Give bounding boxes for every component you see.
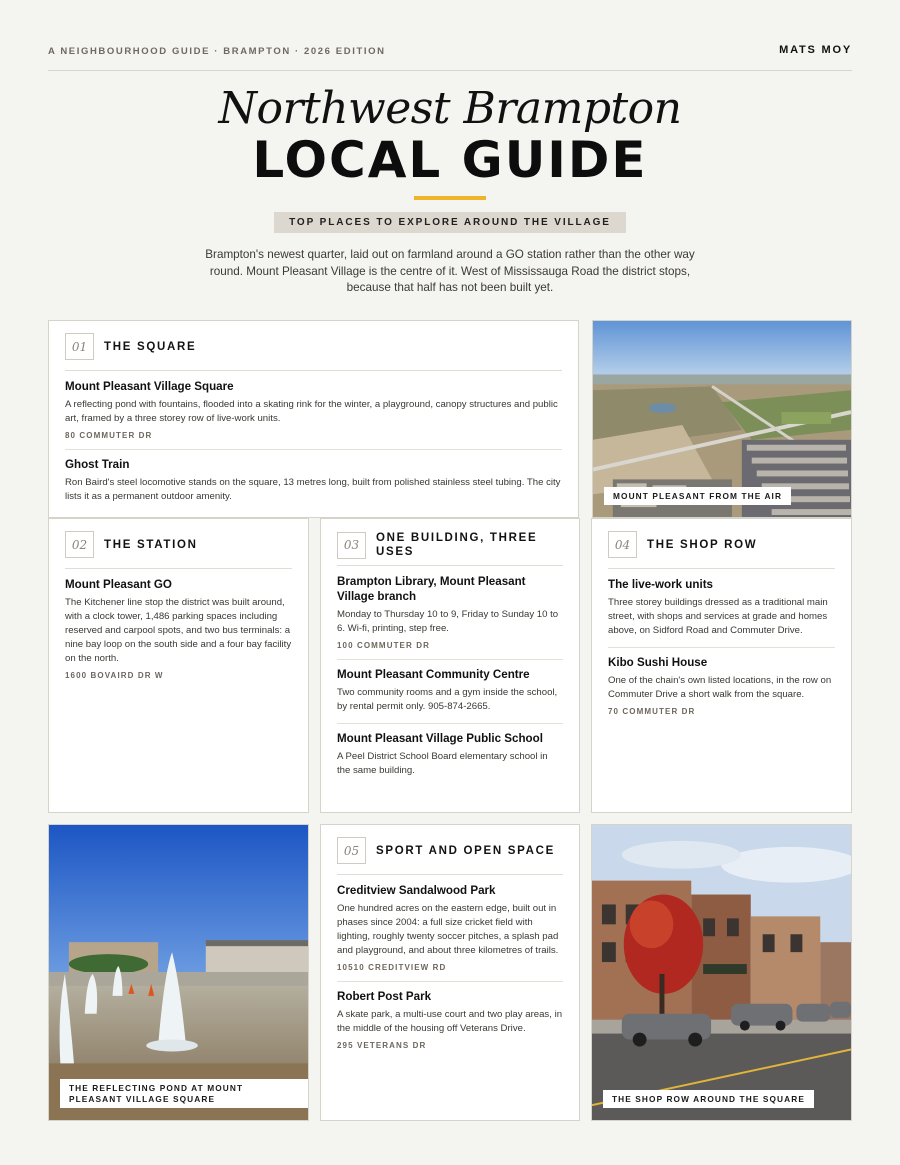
section-header <box>65 333 562 371</box>
photo-caption: THE SHOP ROW AROUND THE SQUARE <box>603 1090 814 1109</box>
entry-name: Creditview Sandalwood Park <box>337 884 496 897</box>
main-title: LOCAL GUIDE <box>252 131 648 189</box>
shops-image <box>592 825 851 1120</box>
section-shoprow <box>591 518 852 813</box>
section-number: 02 <box>65 531 94 558</box>
section-building <box>320 518 580 813</box>
accent-rule <box>414 196 486 200</box>
section-square <box>48 320 579 518</box>
entry-description: Ron Baird's steel locomotive stands on the square, 13 metres long, built from polished stainless steel tubing. The city lists it as a permanent outdoor amenity. <box>65 477 561 502</box>
entry-address: 70 COMMUTER DR <box>608 707 696 716</box>
pond-image <box>49 825 308 1120</box>
entry-description: A Peel District School Board elementary school in the same building. <box>337 751 548 776</box>
entry-description: One hundred acres on the eastern edge, built out in phases since 2004: a full size cricket field with lighting, roughly twenty soccer pitches, a splash pad and playground, and about three kilometres of trails. <box>337 903 559 956</box>
entry-name: The live-work units <box>608 578 714 591</box>
entry-name: Ghost Train <box>65 458 130 471</box>
entry-description: The Kitchener line stop the district was built around, with a clock tower, 1,486 parking spaces including reserved and carpool spots, and two bus terminals: a nine bay loop on the south side and a four bay facility on the north. <box>65 597 292 664</box>
entry-description: A skate park, a multi-use court and two play areas, in the middle of the housing off Veterans Drive. <box>337 1009 563 1034</box>
entry-name: Brampton Library, Mount Pleasant Village branch <box>337 575 526 603</box>
section-number: 04 <box>608 531 637 558</box>
entry-description: A reflecting pond with fountains, flooded into a skating rink for the winter, a playground, canopy structures and public art, framed by a three storey row of live-work units. <box>65 399 558 424</box>
edition-label: A NEIGHBOURHOOD GUIDE · BRAMPTON · 2026 EDITION <box>48 46 386 57</box>
list-item <box>65 379 562 450</box>
photo-shops <box>591 824 852 1121</box>
entry-description: Monday to Thursday 10 to 9, Friday to Sunday 10 to 6. Wi-fi, printing, step free. <box>337 609 559 634</box>
section-station <box>48 518 309 813</box>
section-title: THE SQUARE <box>104 340 197 353</box>
tagline-badge: TOP PLACES TO EXPLORE AROUND THE VILLAGE <box>274 212 626 233</box>
photo-pond <box>48 824 309 1121</box>
section-title: THE STATION <box>104 538 198 551</box>
section-number: 05 <box>337 837 366 864</box>
entry-name: Robert Post Park <box>337 990 432 1003</box>
list-item <box>337 574 563 660</box>
entry-name: Kibo Sushi House <box>608 656 708 669</box>
section-header <box>65 531 292 569</box>
entry-name: Mount Pleasant Community Centre <box>337 668 530 681</box>
section-title: ONE BUILDING, THREE USES <box>376 532 538 558</box>
list-item <box>337 982 563 1059</box>
entry-description: One of the chain's own listed locations, in the row on Commuter Drive a short walk from the square. <box>608 675 832 700</box>
section-number: 01 <box>65 333 94 360</box>
entry-address: 100 COMMUTER DR <box>337 641 430 650</box>
entry-address: 295 VETERANS DR <box>337 1041 427 1050</box>
section-header <box>337 531 563 566</box>
list-item <box>337 724 563 787</box>
list-item <box>608 648 835 725</box>
entry-address: 1600 BOVAIRD DR W <box>65 671 164 680</box>
entry-description: Three storey buildings dressed as a traditional main street, with shops and services at grade and homes above, on Sidford Road and Commuter Drive. <box>608 597 828 636</box>
section-header <box>337 837 563 875</box>
list-item <box>608 577 835 648</box>
script-title: Northwest Brampton <box>218 83 682 134</box>
section-number: 03 <box>337 532 366 559</box>
entry-description: Two community rooms and a gym inside the school, by rental permit only. 905-874-2665. <box>337 687 558 712</box>
section-sport <box>320 824 580 1121</box>
list-item <box>65 577 292 689</box>
entry-address: 80 COMMUTER DR <box>65 431 153 440</box>
entry-name: Mount Pleasant Village Public School <box>337 732 543 745</box>
entry-address: 10510 CREDITVIEW RD <box>337 963 447 972</box>
photo-caption: MOUNT PLEASANT FROM THE AIR <box>604 487 791 506</box>
list-item <box>337 660 563 724</box>
hero <box>0 84 900 297</box>
section-title: THE SHOP ROW <box>647 538 758 551</box>
entry-name: Mount Pleasant GO <box>65 578 172 591</box>
photo-caption: THE REFLECTING POND AT MOUNT PLEASANT VILLAGE SQUARE <box>60 1079 308 1108</box>
list-item <box>65 450 562 513</box>
section-header <box>608 531 835 569</box>
entry-name: Mount Pleasant Village Square <box>65 380 234 393</box>
section-title: SPORT AND OPEN SPACE <box>376 844 556 857</box>
list-item <box>337 883 563 982</box>
photo-aerial <box>592 320 852 518</box>
intro-paragraph: Brampton's newest quarter, laid out on farmland around a GO station rather than the other way round. Mount Pleasant Village is the centre of it. West of Mississauga Road the district stops, because that half has not been built yet. <box>205 248 695 294</box>
author-name: MATS MOY <box>779 44 852 56</box>
top-bar <box>48 40 852 71</box>
